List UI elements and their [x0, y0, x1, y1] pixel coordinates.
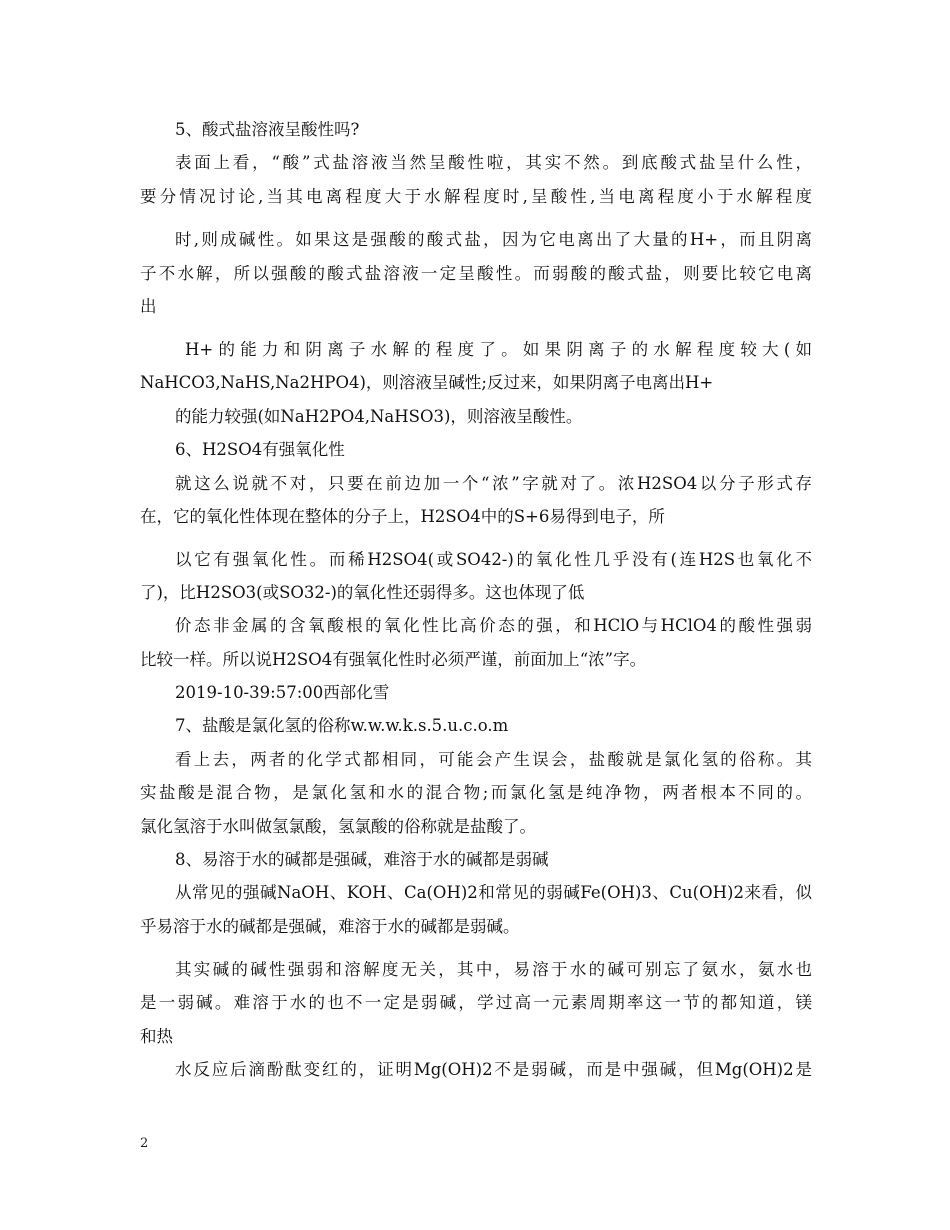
text-line: 实盐酸是混合物，是氯化氢和水的混合物;而氯化氢是纯净物，两者根本不同的。: [140, 783, 812, 802]
text-line: 在，它的氧化性体现在整体的分子上，H2SO4中的S+6易得到电子，所: [140, 507, 665, 526]
timestamp-line: 2019-10-39:57:00西部化雪: [175, 683, 390, 702]
text-line: 是一弱碱。难溶于水的也不一定是弱碱，学过高一元素周期率这一节的都知道，镁: [140, 993, 812, 1012]
text-line: 要分情况讨论,当其电离程度大于水解程度时,呈酸性,当电离程度小于水解程度: [140, 187, 812, 206]
text-line: 氯化氢溶于水叫做氢氯酸，氢氯酸的俗称就是盐酸了。: [140, 817, 536, 836]
text-line: 子不水解，所以强酸的酸式盐溶液一定呈酸性。而弱酸的酸式盐，则要比较它电离: [140, 264, 812, 283]
heading-q7: 7、盐酸是氯化氢的俗称w.w.w.k.s.5.u.c.o.m: [175, 716, 509, 735]
text-line: 和热: [140, 1027, 173, 1046]
text-line: 乎易溶于水的碱都是强碱，难溶于水的碱都是弱碱。: [140, 917, 520, 936]
text-line: 就这么说就不对，只要在前边加一个“浓”字就对了。浓H2SO4以分子形式存: [175, 474, 812, 493]
text-line: 出: [140, 297, 157, 316]
page-number: 2: [140, 1136, 149, 1151]
text-line: 比较一样。所以说H2SO4有强氧化性时必须严谨，前面加上“浓”字。: [140, 650, 647, 669]
text-line: 看上去，两者的化学式都相同，可能会产生误会，盐酸就是氯化氢的俗称。其: [175, 750, 812, 769]
text-line: 了)，比H2SO3(或SO32-)的氧化性还弱得多。这也体现了低: [140, 583, 585, 602]
heading-q6: 6、H2SO4有强氧化性: [175, 440, 345, 459]
text-line: NaHCO3,NaHS,Na2HPO4)，则溶液呈碱性;反过来，如果阴离子电离出H+: [140, 373, 714, 392]
text-line: 水反应后滴酚酞变红的，证明Mg(OH)2不是弱碱，而是中强碱，但Mg(OH)2是: [175, 1060, 812, 1079]
text-line: H+的能力和阴离子水解的程度了。如果阴离子的水解程度较大(如: [185, 340, 812, 359]
text-line: 表面上看，“酸”式盐溶液当然呈酸性啦，其实不然。到底酸式盐呈什么性，: [175, 153, 812, 172]
text-line: 价态非金属的含氧酸根的氧化性比高价态的强，和HClO与HClO4的酸性强弱: [175, 616, 812, 635]
text-line: 从常见的强碱NaOH、KOH、Ca(OH)2和常见的弱碱Fe(OH)3、Cu(OH)2来看，似: [175, 883, 812, 902]
text-line: 以它有强氧化性。而稀H2SO4(或SO42-)的氧化性几乎没有(连H2S也氧化不: [175, 550, 812, 569]
heading-q8: 8、易溶于水的碱都是强碱，难溶于水的碱都是弱碱: [175, 850, 549, 869]
text-line: 的能力较强(如NaH2PO4,NaHSO3)，则溶液呈酸性。: [175, 407, 583, 426]
text-line: 时,则成碱性。如果这是强酸的酸式盐，因为它电离出了大量的H+，而且阴离: [175, 230, 812, 249]
heading-q5: 5、酸式盐溶液呈酸性吗?: [175, 120, 360, 139]
text-line: 其实碱的碱性强弱和溶解度无关，其中，易溶于水的碱可别忘了氨水，氨水也: [175, 960, 812, 979]
